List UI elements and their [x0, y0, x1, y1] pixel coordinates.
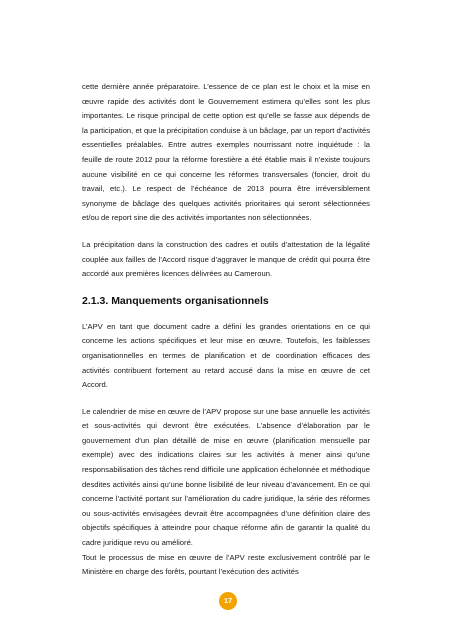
- paragraph-precipitation: La précipitation dans la construction des cadres et outils d’attestation de la légalité couplée aux failles de l’Accord risque d’aggraver le manque de crédit qui pourra être accordé aux premières licences délivrées au Cameroun.: [82, 239, 370, 279]
- page-number-badge: 17: [219, 592, 237, 610]
- paragraph-process: Tout le processus de mise en œuvre de l’APV reste exclusivement contrôlé par le Ministère en charge des forêts, pourtant l’exécution des activités: [82, 552, 370, 577]
- text-column: [82, 80, 370, 592]
- section-heading: 2.1.3. Manquements organisationnels: [82, 294, 269, 307]
- paragraph-continued: cette dernière année préparatoire. L’essence de ce plan est le choix et la mise en œuvre rapide des activités dont le Gouvernement estimera qu’elles sont les plus importantes. Le risque principal de cette option est qu’elle se fasse aux dépends de la participation, et que la précipitation conduise à un bâclage, par un report d’activités essentielles préalables. Entre autres exemples nourrissant notre inquiétude : la feuille de route 2012 pour la réforme forestière a été établie mais il n’existe toujours aucune visibilité en ce qui concerne les réformes transversales (foncier, droit du travail, etc.). Le respect de l’échéance de 2013 pourra être irréversiblement synonyme de bâclage des quelques activités prioritaires qui seront sélectionnées et/ou de report sine die des activités importantes non sélectionnées.: [82, 82, 370, 223]
- paragraph-apv-framework: L’APV en tant que document cadre a défini les grandes orientations en ce qui concerne les actions spécifiques et leur mise en œuvre. Toutefois, les faiblesses organisationnelles en termes de planification et de coordination efficaces des activités contribuent fortement au retard accusé dans la mise en œuvre de cet Accord.: [82, 321, 370, 390]
- paragraph-calendar: Le calendrier de mise en œuvre de l’APV propose sur une base annuelle les activités et sous-activités qui devront être exécutées. L’absence d’élaboration par le gouvernement d’un plan détaillé de mise en œuvre (planification mensuelle par exemple) avec des indications claires sur les activités à mener ainsi qu’une responsabilisation des tâches rend difficile une application échelonnée et méthodique desdites activités ainsi qu’une bonne lisibilité de leur niveau d’avancement. En ce qui concerne l’activité portant sur l’amélioration du cadre juridique, la série des réformes ou sous-activités envisagées devrait être accompagnées d’une définition claire des objectifs spécifiques à atteindre pour chaque réforme afin de garantir la qualité du cadre juridique revu ou amélioré.: [82, 406, 370, 548]
